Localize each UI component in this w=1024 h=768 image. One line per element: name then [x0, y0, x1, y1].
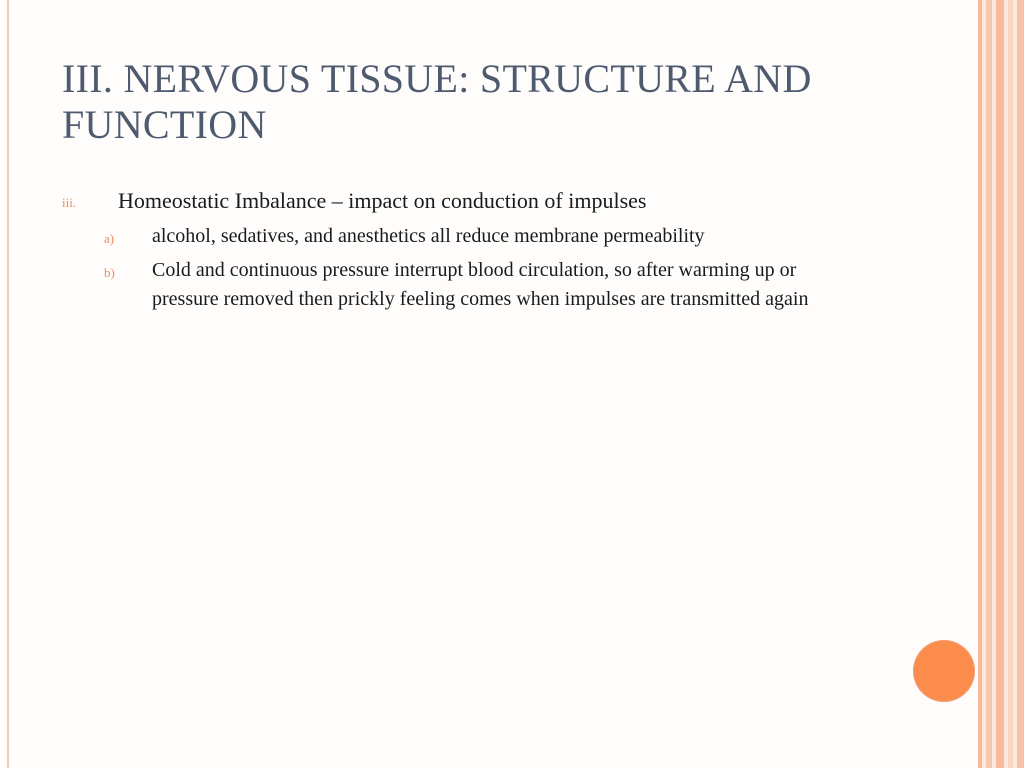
bullet-item	[62, 186, 852, 216]
slide-content	[62, 186, 852, 314]
sub-bullet-item	[104, 222, 852, 251]
slide-title: III. NERVOUS TISSUE: STRUCTURE AND FUNCTION	[62, 56, 812, 147]
decorative-stripe	[996, 0, 1004, 768]
left-border-line	[7, 0, 9, 768]
sub-bullet-item	[104, 256, 852, 314]
bullet-marker: iii.	[62, 195, 77, 210]
bullet-text: Homeostatic Imbalance – impact on conduction of impulses	[118, 188, 647, 213]
decorative-stripe	[986, 0, 992, 768]
sub-bullet-text: Cold and continuous pressure interrupt blood circulation, so after warming up or pressure removed then prickly feeling comes when impulses are transmitted again	[152, 259, 809, 310]
decorative-circle	[913, 640, 975, 702]
sub-bullet-marker: a)	[104, 231, 115, 246]
sub-bullet-marker: b)	[104, 265, 115, 280]
decorative-stripe	[1017, 0, 1024, 768]
decorative-stripe	[978, 0, 982, 768]
sub-bullet-text: alcohol, sedatives, and anesthetics all reduce membrane permeability	[152, 225, 705, 247]
decorative-stripe	[1008, 0, 1013, 768]
